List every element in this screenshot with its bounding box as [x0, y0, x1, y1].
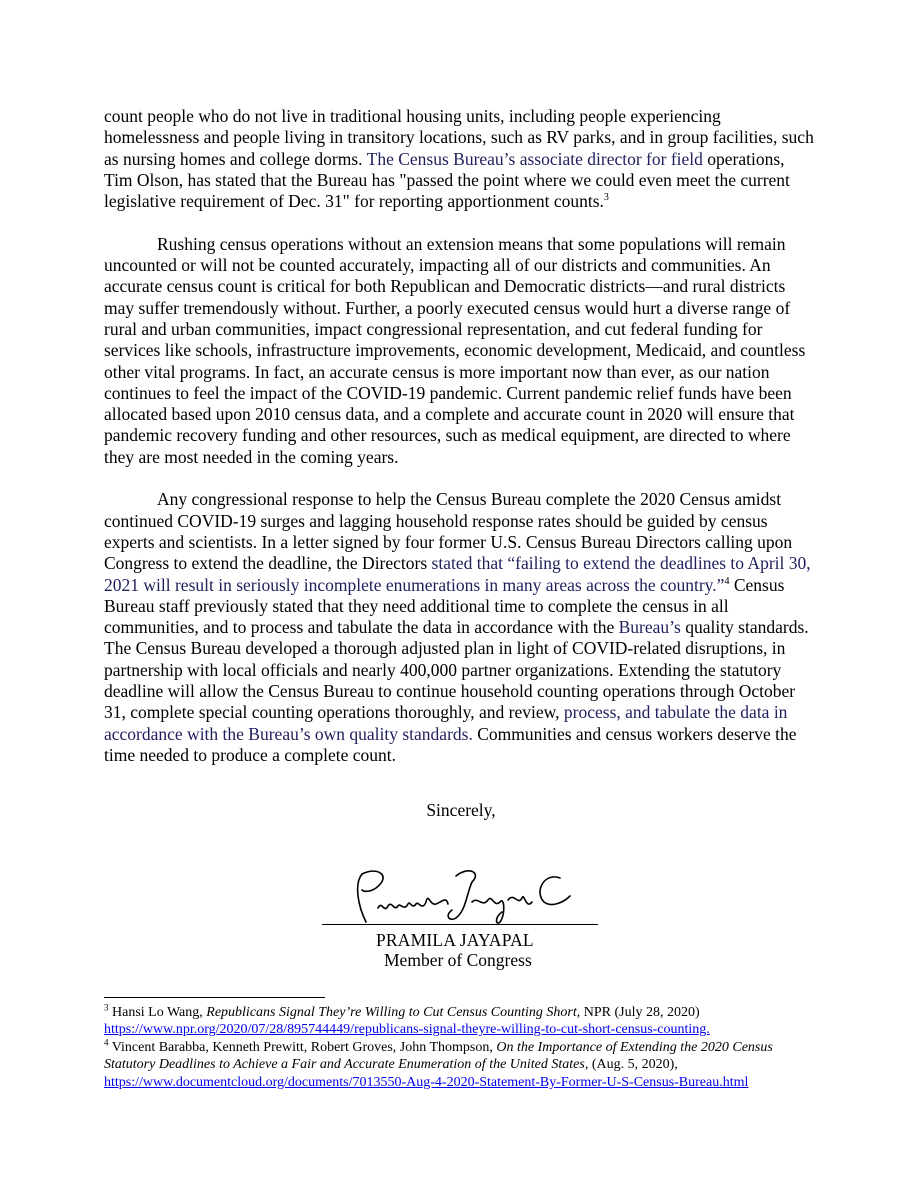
footnote-3-link[interactable]: https://www.npr.org/2020/07/28/895744449/republicans-signal-theyre-willing-to-cut-short-census-counting.	[104, 1022, 710, 1038]
handwritten-signature	[348, 862, 578, 928]
footnote-ref-3: 3	[603, 192, 609, 204]
signatory-title: Member of Congress	[384, 950, 532, 970]
footnotes	[104, 1004, 824, 1091]
letter-body	[104, 106, 816, 766]
paragraph-census-operations: count people who do not live in traditional housing units, including people experiencing homelessness and people living in transitory locations, such as RV parks, and in group facilities, such as nursing homes and college dorms. The Census Bureau’s associate director for field operations, Tim Olson, has stated that the Bureau has "passed the point where we could even meet the current legislative requirement of Dec. 31" for reporting apportionment counts.$^3$	[104, 106, 814, 212]
footnote-4: $^4$ Vincent Barabba, Kenneth Prewitt, Robert Groves, John Thompson, On the Importance of Extending the 2020 Census Statutory Deadlines to Achieve a Fair and Accurate Enumeration of the United States, (Aug. 5, 2020), https://www.documentcloud.org/documents/7013550-Aug-4-2020-Statement-By-Former-U-S-Census-Bureau.html	[104, 1037, 773, 1090]
footnote-4-link[interactable]: https://www.documentcloud.org/documents/7013550-Aug-4-2020-Statement-By-Former-U-S-Census-Bureau.html	[104, 1074, 749, 1090]
footnote-ref-4: 4	[724, 575, 730, 587]
footnote-separator	[104, 997, 325, 998]
footnote-3: $^3$ Hansi Lo Wang, Republicans Signal They’re Willing to Cut Census Counting Short, NPR (July 28, 2020) https://www.npr.org/2020/07/28/895744449/republicans-signal-theyre-willing-to-cut-short-census-counting.	[104, 1002, 710, 1038]
signature-line	[322, 924, 598, 925]
paragraph-rushing-census: Rushing census operations without an extension means that some populations will remain uncounted or will not be counted accurately, impacting all of our districts and communities. An accurate census count is critical for both Republican and Democratic districts—and rural districts may suffer tremendously without. Further, a poorly executed census would hurt a diverse range of rural and urban communities, impact congressional representation, and cut federal funding for services like schools, infrastructure improvements, economic development, Medicaid, and countless other vital programs. In fact, an accurate census is more important now than ever, as our nation continues to feel the impact of the COVID-19 pandemic. Current pandemic relief funds have been allocated based upon 2010 census data, and a complete and accurate count in 2020 will ensure that pandemic recovery funding and other resources, such as medical equipment, are directed to where they are most needed in the coming years.	[104, 233, 806, 467]
signatory-name: PRAMILA JAYAPAL	[376, 930, 534, 950]
closing-salutation: Sincerely,	[426, 800, 496, 820]
paragraph-congressional-response: Any congressional response to help the Census Bureau complete the 2020 Census amidst continued COVID-19 surges and lagging household response rates should be guided by census experts and scientists. In a letter signed by four former U.S. Census Bureau Directors calling upon Congress to extend the deadline, the Directors stated that “failing to extend the deadlines to April 30, 2021 will result in seriously incomplete enumerations in many areas across the country.”$^4$ Census Bureau staff previously stated that they need additional time to complete the census in all communities, and to process and tabulate the data in accordance with the Bureau’s quality standards. The Census Bureau developed a thorough adjusted plan in light of COVID-related disruptions, in partnership with local officials and nearly 400,000 partner organizations. Extending the statutory deadline will allow the Census Bureau to continue household counting operations through October 31, complete special counting operations thoroughly, and review, process, and tabulate the data in accordance with the Bureau’s own quality standards. Communities and census workers deserve the time needed to produce a complete count.	[104, 489, 811, 765]
